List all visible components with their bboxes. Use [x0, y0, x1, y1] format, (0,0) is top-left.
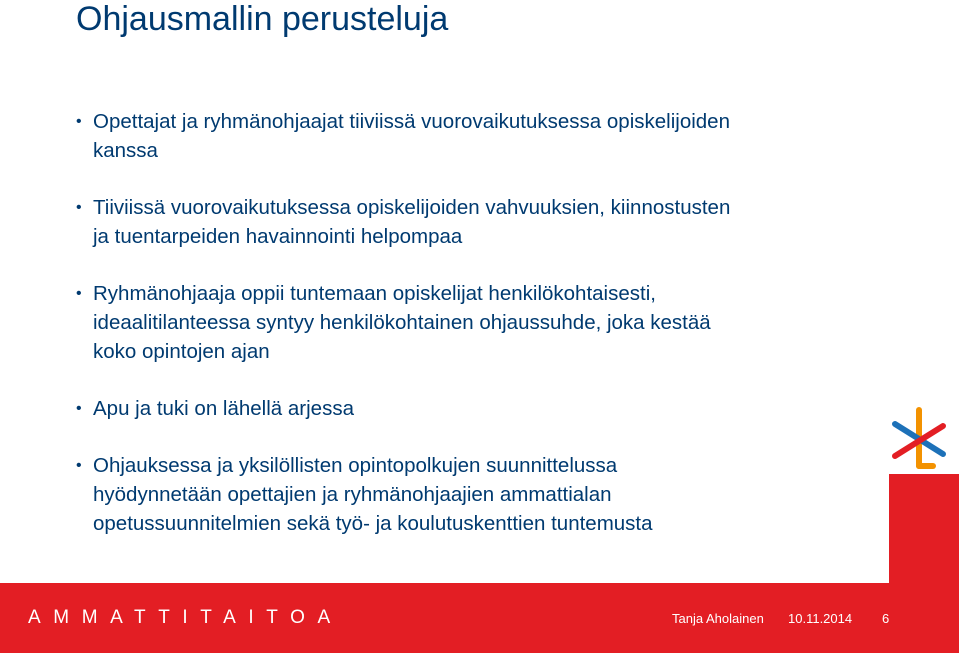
- bullet-list: [76, 107, 876, 566]
- bullet-dot-icon: •: [76, 285, 82, 302]
- bullet-line: Ohjauksessa ja yksilöllisten opintopolkujen suunnittelussa: [93, 454, 618, 477]
- bullet-dot-icon: •: [76, 199, 82, 216]
- bullet-dot-icon: •: [76, 113, 82, 130]
- bullet-item: [76, 279, 876, 366]
- side-red-strip: [889, 474, 959, 584]
- footer-bar: [0, 583, 959, 653]
- bullet-line: kanssa: [93, 139, 158, 162]
- bullet-dot-icon: •: [76, 457, 82, 474]
- bullet-line: Ryhmänohjaaja oppii tuntemaan opiskelijat henkilökohtaisesti,: [93, 282, 656, 305]
- bullet-line: opetussuunnitelmien sekä työ- ja koulutuskenttien tuntemusta: [93, 512, 653, 535]
- bullet-line: Apu ja tuki on lähellä arjessa: [93, 397, 354, 420]
- bullet-item: [76, 451, 876, 538]
- footer-date: 10.11.2014: [788, 611, 853, 626]
- footer-brand: AMMATTITAITOA: [28, 607, 343, 628]
- bullet-line: Tiiviissä vuorovaikutuksessa opiskelijoiden vahvuuksien, kiinnostusten: [93, 196, 731, 219]
- bullet-line: ja tuentarpeiden havainnointi helpompaa: [93, 225, 463, 248]
- slide-title: Ohjausmallin perusteluja: [76, 0, 449, 38]
- bullet-item: [76, 193, 876, 251]
- bullet-line: koko opintojen ajan: [93, 340, 270, 363]
- footer-page-number: 6: [882, 611, 890, 626]
- bullet-dot-icon: •: [76, 400, 82, 417]
- bullet-item: [76, 394, 876, 423]
- logo-icon: [889, 402, 951, 472]
- bullet-item: [76, 107, 876, 165]
- bullet-line: hyödynnetään opettajien ja ryhmänohjaajien ammattialan: [93, 483, 612, 506]
- bullet-line: ideaalitilanteessa syntyy henkilökohtainen ohjaussuhde, joka kestää: [93, 311, 711, 334]
- footer-author: Tanja Aholainen: [672, 611, 764, 626]
- bullet-line: Opettajat ja ryhmänohjaajat tiiviissä vuorovaikutuksessa opiskelijoiden: [93, 110, 730, 133]
